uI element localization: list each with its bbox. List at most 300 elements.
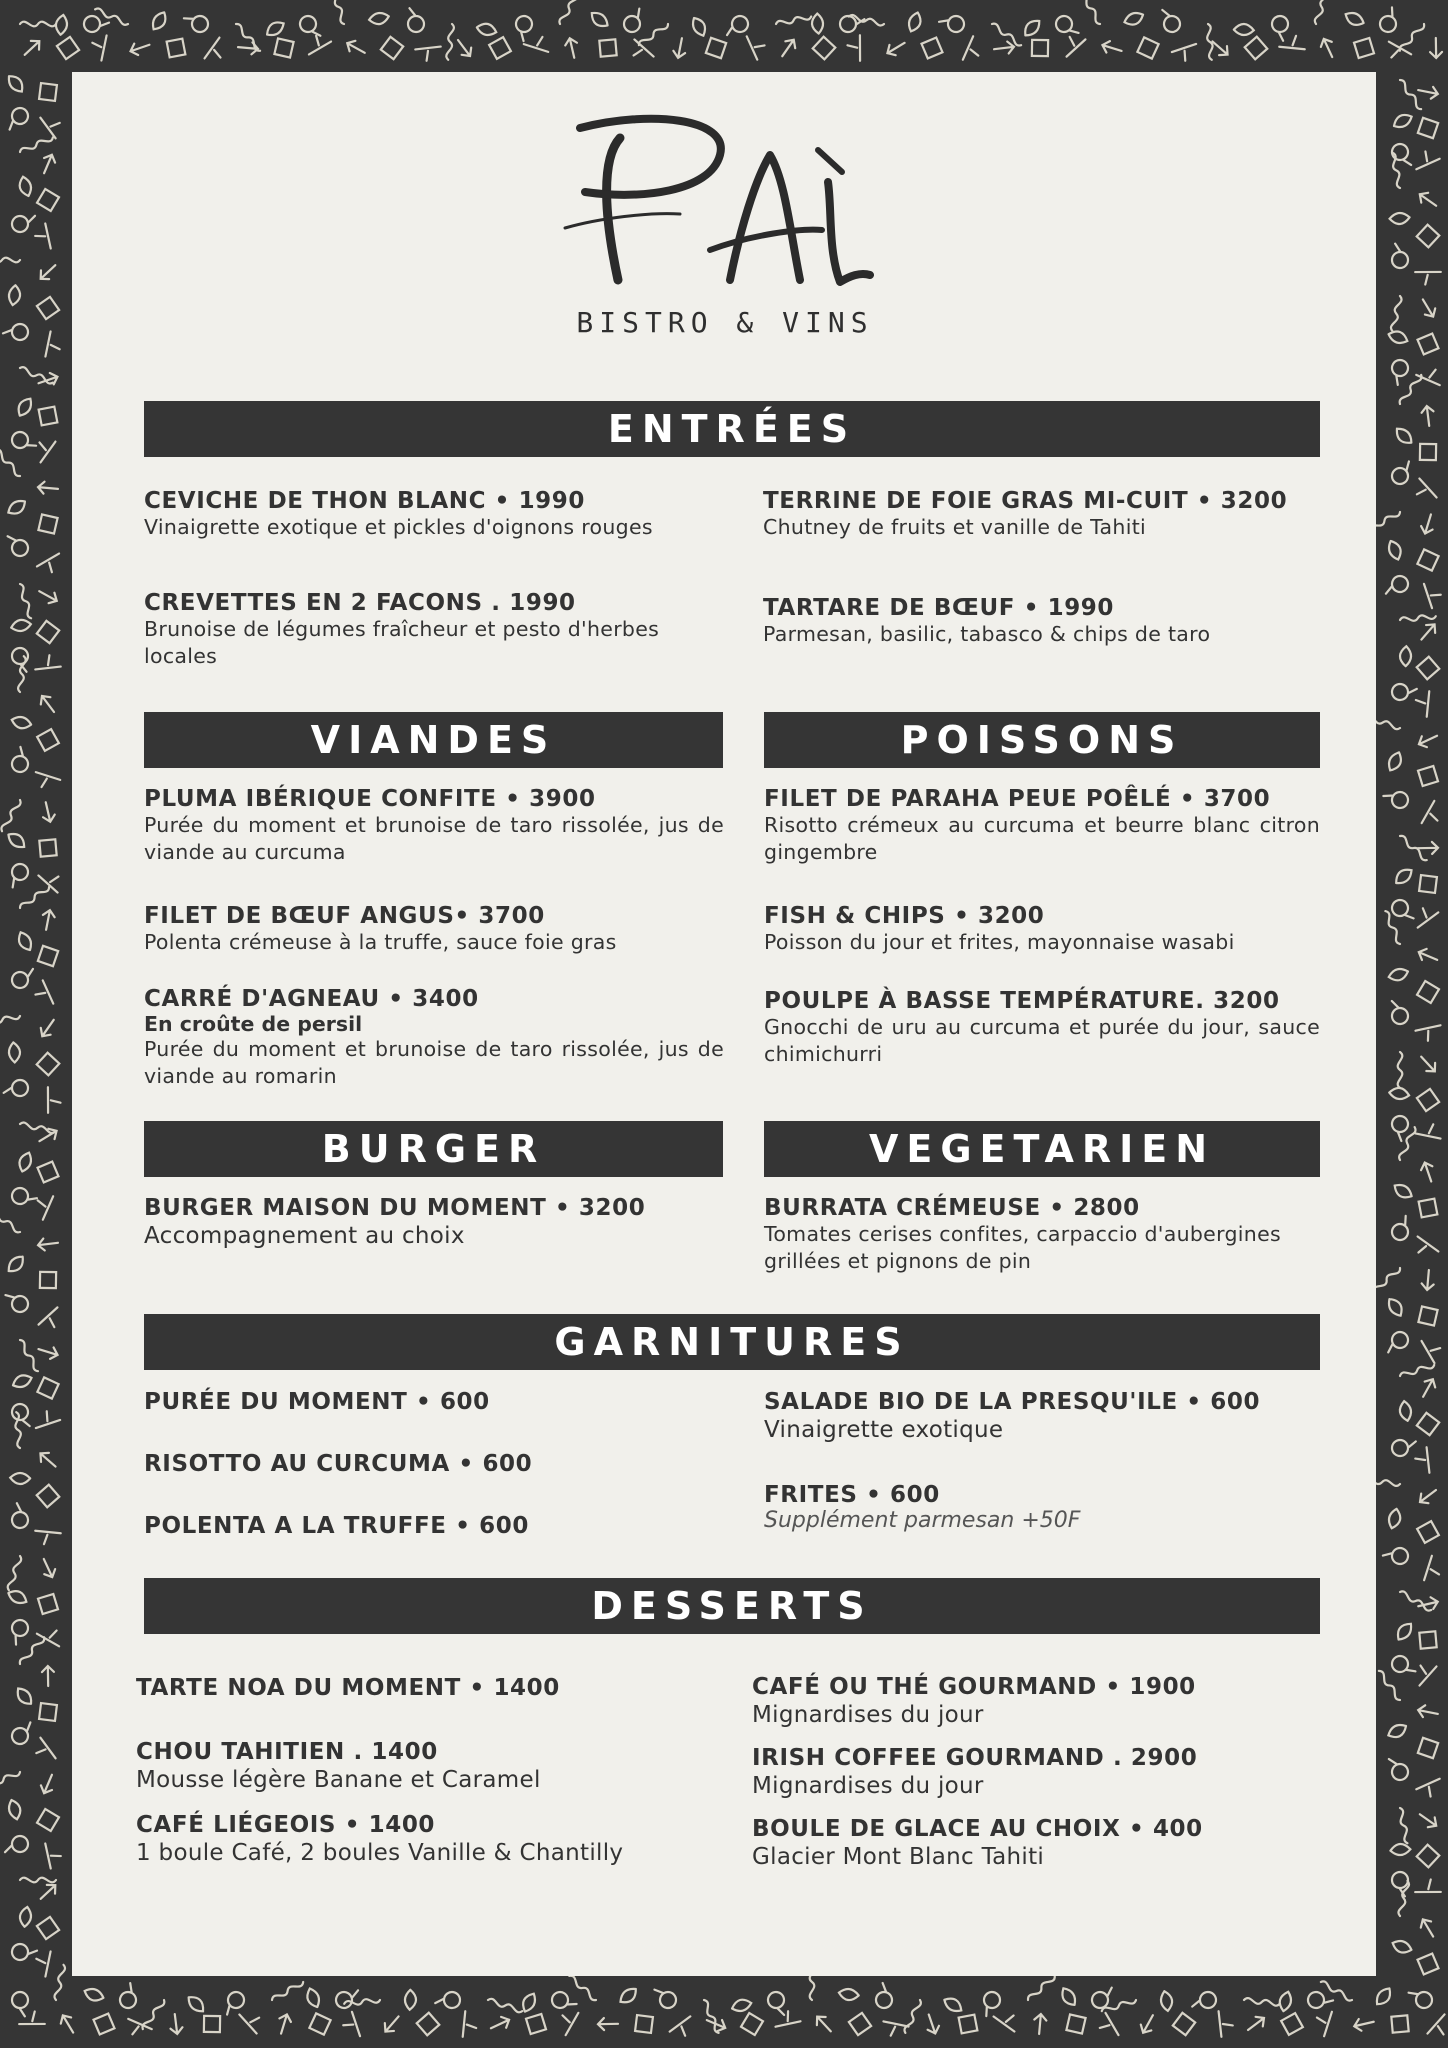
border-doodle: [1419, 875, 1437, 893]
border-doodle: [1421, 405, 1435, 426]
border-doodle: [1418, 1954, 1439, 1975]
border-doodle: [994, 2015, 1015, 2032]
border-doodle: [1389, 1653, 1417, 1681]
border-doodle: [903, 1999, 922, 2034]
border-doodle: [11, 214, 37, 233]
border-doodle: [1391, 2015, 1408, 2032]
border-doodle: [37, 297, 59, 319]
border-doodle: [653, 1982, 679, 2011]
border-doodle: [183, 8, 212, 36]
border-doodle: [1419, 1199, 1438, 1218]
menu-item-puree: [144, 1389, 724, 1415]
border-doodle: [1159, 1990, 1173, 2012]
item-name: POULPE À BASSE TEMPÉRATURE. 3200: [764, 988, 1280, 1014]
border-doodle: [1390, 152, 1402, 188]
border-doodle: [1419, 1161, 1437, 1184]
border-doodle: [549, 1989, 578, 2016]
border-doodle: [722, 14, 750, 37]
border-doodle: [1416, 691, 1440, 716]
pai-logo-image: [560, 100, 890, 300]
menu-item-cafe-liegeois: [136, 1812, 726, 1868]
item-name: PLUMA IBÉRIQUE CONFITE • 3900: [144, 786, 596, 812]
item-name: CARRÉ D'AGNEAU • 3400: [144, 986, 479, 1012]
border-doodle: [1417, 1845, 1440, 1868]
border-doodle: [0, 1209, 21, 1234]
border-doodle: [635, 2015, 653, 2033]
item-note: Supplément parmesan +50F: [764, 1508, 1081, 1533]
item-description: Risotto crémeux au curcuma et beurre blanc citron gingembre: [764, 813, 1320, 864]
border-doodle: [1418, 118, 1438, 138]
border-doodle: [487, 1998, 523, 2014]
border-doodle: [1372, 1266, 1402, 1294]
border-doodle: [381, 37, 403, 59]
border-doodle: [1033, 2014, 1047, 2035]
border-doodle: [1398, 22, 1426, 52]
border-doodle: [149, 10, 169, 33]
border-doodle: [453, 36, 475, 59]
item-name: FILET DE BŒUF ANGUS• 3700: [144, 903, 545, 929]
border-doodle: [10, 618, 32, 632]
border-doodle: [1417, 657, 1440, 680]
border-doodle: [275, 2013, 292, 2036]
border-doodle: [524, 37, 548, 59]
border-doodle: [1415, 1124, 1440, 1147]
border-doodle: [204, 2016, 220, 2032]
border-doodle: [37, 1016, 58, 1039]
border-doodle: [923, 2013, 941, 2036]
border-doodle: [1244, 2013, 1267, 2035]
border-doodle: [884, 38, 907, 59]
border-doodle: [1386, 1722, 1409, 1741]
border-doodle: [417, 2013, 440, 2036]
border-doodle: [405, 1990, 417, 2010]
border-doodle: [1416, 1809, 1439, 1830]
border-doodle: [1067, 37, 1086, 59]
border-doodle: [511, 14, 535, 42]
border-doodle: [1390, 296, 1402, 332]
border-doodle: [42, 1666, 54, 1686]
border-doodle: [17, 1151, 34, 1174]
item-description: Vinaigrette exotique et pickles d'oignons rouges: [144, 515, 653, 539]
border-doodle: [39, 152, 58, 175]
border-doodle: [1417, 1089, 1439, 1111]
border-doodle: [37, 189, 59, 211]
border-doodle: [20, 1122, 56, 1134]
border-doodle: [1419, 513, 1436, 536]
border-doodle: [993, 41, 1014, 55]
border-doodle: [37, 1449, 60, 1471]
border-doodle: [0, 258, 20, 263]
border-doodle: [0, 1770, 21, 1789]
border-doodle: [1416, 1485, 1439, 1507]
section-header-viandes: VIANDES: [144, 712, 723, 768]
border-doodle: [1391, 111, 1414, 130]
border-doodle: [1386, 539, 1404, 562]
border-doodle: [1419, 1666, 1436, 1687]
border-doodle: [309, 2013, 330, 2034]
border-doodle: [1391, 243, 1409, 268]
border-doodle: [203, 38, 220, 59]
border-doodle: [1343, 10, 1366, 29]
border-doodle: [20, 1878, 56, 1883]
border-doodle: [37, 692, 59, 715]
border-doodle: [568, 1974, 598, 2002]
border-doodle: [958, 36, 979, 59]
item-name: FISH & CHIPS • 3200: [764, 903, 1045, 929]
menu-item-paraha: [764, 786, 1320, 866]
border-doodle: [1400, 614, 1436, 622]
border-doodle: [1317, 2012, 1339, 2036]
border-doodle: [1416, 189, 1439, 210]
menu-item-polenta: [144, 1513, 724, 1539]
border-doodle: [1391, 1938, 1414, 1955]
border-doodle: [36, 1951, 59, 1976]
border-doodle: [1066, 2014, 1085, 2033]
border-doodle: [1160, 7, 1181, 34]
border-doodle: [37, 1485, 60, 1508]
border-doodle: [368, 11, 390, 25]
border-doodle: [83, 1986, 106, 2003]
border-doodle: [1137, 37, 1158, 58]
border-doodle: [3, 1835, 29, 1854]
border-doodle: [767, 1991, 786, 2017]
border-doodle: [185, 1993, 207, 2015]
border-doodle: [5, 1253, 27, 1275]
item-description: Glacier Mont Blanc Tahiti: [752, 1844, 1045, 1870]
border-doodle: [476, 22, 498, 38]
border-doodle: [1306, 1990, 1334, 2014]
item-description: Purée du moment et brunoise de taro rissolée, jus de viande au romarin: [144, 1037, 724, 1088]
section-header-entrees: ENTRÉES: [144, 401, 1320, 457]
border-doodle: [1398, 1052, 1403, 1088]
border-doodle: [1138, 2012, 1158, 2035]
border-doodle: [1419, 801, 1438, 823]
item-description: Brunoise de légumes fraîcheur et pesto d'herbes locales: [144, 617, 660, 668]
border-doodle: [19, 135, 54, 154]
border-doodle: [1353, 2016, 1375, 2032]
border-doodle: [1416, 1771, 1439, 1796]
border-doodle: [1032, 40, 1048, 56]
border-doodle: [18, 1339, 40, 1372]
menu-item-burger: [144, 1195, 724, 1251]
border-doodle: [1192, 1992, 1217, 2009]
border-doodle: [1415, 1447, 1440, 1472]
border-doodle: [40, 909, 56, 931]
border-doodle: [838, 1988, 859, 2002]
border-doodle: [11, 1991, 29, 2016]
item-description: Gnocchi de uru au curcuma et purée du jour, sauce chimichurri: [764, 1015, 1320, 1066]
border-doodle: [1123, 10, 1146, 28]
border-doodle: [21, 37, 44, 59]
border-doodle: [6, 497, 29, 517]
border-doodle: [117, 1982, 142, 2011]
border-doodle: [638, 22, 670, 47]
border-doodle: [7, 1798, 23, 1820]
item-description: Chutney de fruits et vanille de Tahiti: [763, 515, 1147, 539]
border-doodle: [39, 442, 56, 463]
border-doodle: [1373, 1985, 1394, 2008]
item-description: Purée du moment et brunoise de taro rissolée, jus de viande au curcuma: [144, 813, 724, 864]
border-doodle: [811, 13, 823, 34]
border-doodle: [1100, 2013, 1124, 2035]
border-doodle: [37, 1343, 60, 1360]
border-doodle: [1172, 35, 1196, 60]
menu-item-carre-agneau: [144, 986, 724, 1090]
border-doodle: [922, 38, 943, 59]
border-doodle: [1389, 1087, 1410, 1101]
border-doodle: [6, 530, 31, 559]
item-description: Accompagnement au choix: [144, 1223, 465, 1249]
border-doodle: [1415, 1015, 1440, 1041]
border-doodle: [37, 1809, 59, 1831]
item-description: Mousse légère Banane et Caramel: [136, 1767, 541, 1793]
border-doodle: [35, 223, 61, 248]
menu-item-irish-coffee: [752, 1745, 1322, 1801]
border-doodle: [1418, 334, 1439, 355]
border-doodle: [38, 514, 57, 533]
border-doodle: [1418, 296, 1439, 319]
border-doodle: [1391, 1871, 1409, 1896]
item-description: Vinaigrette exotique: [764, 1417, 1004, 1443]
border-doodle: [1080, 0, 1102, 25]
border-doodle: [976, 1989, 1004, 2018]
border-doodle: [1021, 17, 1043, 39]
border-doodle: [37, 1377, 58, 1398]
border-doodle: [1398, 1400, 1412, 1422]
menu-item-filet-boeuf: [144, 903, 724, 956]
border-doodle: [1418, 842, 1438, 854]
border-doodle: [1269, 15, 1289, 41]
border-doodle: [1416, 947, 1439, 966]
border-doodle: [331, 0, 347, 25]
border-doodle: [35, 1520, 60, 1544]
border-doodle: [1314, 0, 1330, 25]
border-doodle: [37, 729, 59, 751]
border-doodle: [309, 36, 331, 60]
section-header-garnitures: GARNITURES: [144, 1314, 1320, 1370]
border-doodle: [1386, 750, 1405, 773]
border-doodle: [617, 1985, 639, 2006]
border-doodle: [1207, 2011, 1232, 2036]
border-doodle: [218, 1989, 247, 2016]
border-doodle: [10, 1402, 31, 1429]
border-doodle: [1394, 1620, 1415, 1643]
border-doodle: [38, 1594, 58, 1614]
border-doodle: [36, 118, 59, 139]
border-doodle: [1101, 39, 1124, 56]
border-doodle: [9, 1185, 38, 1210]
border-doodle: [36, 1126, 59, 1147]
border-doodle: [344, 38, 367, 58]
border-doodle: [39, 1703, 57, 1721]
border-doodle: [588, 9, 611, 30]
border-doodle: [1244, 1998, 1280, 2006]
item-name: TARTARE DE BŒUF • 1990: [763, 595, 1115, 621]
border-doodle: [35, 1843, 61, 1868]
menu-item-crevettes: [144, 590, 724, 670]
border-doodle: [36, 765, 60, 787]
border-doodle: [2, 320, 29, 342]
restaurant-tagline: BISTRO & VINS: [576, 306, 874, 339]
item-description: Parmesan, basilic, tabasco & chips de taro: [763, 622, 1211, 646]
menu-item-frites: [764, 1482, 1320, 1533]
border-doodle: [11, 1372, 34, 1390]
border-doodle: [14, 1685, 35, 1707]
border-doodle: [0, 1014, 20, 1026]
border-doodle: [1393, 425, 1415, 447]
border-doodle: [1417, 479, 1439, 498]
border-doodle: [621, 7, 649, 35]
border-doodle: [92, 35, 115, 60]
border-doodle: [813, 37, 836, 60]
border-doodle: [670, 2012, 691, 2035]
menu-item-poulpe: [764, 988, 1320, 1068]
border-doodle: [39, 1772, 58, 1795]
border-doodle: [129, 39, 152, 57]
border-doodle: [706, 38, 726, 58]
border-doodle: [38, 1556, 57, 1579]
border-doodle: [813, 2013, 835, 2036]
border-doodle: [991, 22, 1023, 47]
border-doodle: [10, 1942, 37, 1964]
border-doodle: [128, 2014, 151, 2035]
border-doodle: [10, 1473, 30, 1485]
border-doodle: [1281, 2013, 1303, 2035]
border-doodle: [446, 24, 454, 60]
border-doodle: [15, 930, 34, 953]
border-doodle: [839, 15, 864, 33]
border-doodle: [452, 2011, 476, 2036]
border-doodle: [1318, 36, 1337, 59]
menu-item-chou-tahitien: [136, 1739, 726, 1795]
border-doodle: [1387, 967, 1409, 983]
border-doodle: [37, 1917, 59, 1939]
border-doodle: [237, 2015, 259, 2034]
border-doodle: [1173, 2013, 1195, 2035]
section-header-burger: BURGER: [144, 1121, 723, 1177]
border-doodle: [690, 15, 709, 38]
border-doodle: [35, 1087, 60, 1113]
item-name: CEVICHE DE THON BLANC • 1990: [144, 488, 585, 514]
border-doodle: [37, 548, 59, 572]
item-subtitle: En croûte de persil: [144, 1012, 363, 1036]
border-doodle: [1382, 1329, 1411, 1354]
border-doodle: [38, 1196, 59, 1219]
border-doodle: [20, 22, 56, 27]
border-doodle: [37, 1631, 59, 1650]
border-doodle: [1417, 549, 1438, 570]
border-doodle: [37, 621, 59, 643]
border-doodle: [1354, 38, 1374, 58]
border-doodle: [599, 39, 616, 56]
border-doodle: [1382, 1543, 1410, 1567]
border-doodle: [40, 801, 56, 823]
border-doodle: [1417, 1704, 1439, 1720]
border-doodle: [19, 1906, 33, 1927]
border-doodle: [1417, 1413, 1439, 1435]
border-doodle: [1398, 1880, 1410, 1916]
border-doodle: [5, 72, 26, 94]
border-doodle: [1416, 151, 1439, 176]
border-doodle: [776, 14, 812, 26]
border-doodle: [1389, 897, 1415, 926]
border-doodle: [94, 2014, 115, 2035]
item-name: IRISH COFFEE GOURMAND . 2900: [752, 1745, 1198, 1771]
border-doodle: [1419, 1631, 1436, 1648]
border-doodle: [381, 2013, 403, 2036]
border-doodle: [488, 2014, 511, 2033]
border-doodle: [19, 885, 51, 910]
border-doodle: [1420, 444, 1436, 460]
border-doodle: [274, 38, 293, 57]
border-doodle: [848, 14, 884, 26]
border-doodle: [1392, 1181, 1415, 1201]
border-doodle: [634, 39, 655, 56]
border-doodle: [37, 1053, 60, 1076]
border-doodle: [1389, 460, 1418, 487]
border-doodle: [1058, 1986, 1078, 2009]
menu-item-terrine: [763, 488, 1323, 541]
border-doodle: [11, 1503, 31, 1529]
border-doodle: [9, 429, 38, 457]
border-doodle: [343, 2012, 368, 2036]
border-doodle: [10, 715, 32, 731]
border-doodle: [1415, 1879, 1441, 1904]
border-doodle: [39, 407, 58, 426]
item-name: RISOTTO AU CURCUMA • 600: [144, 1451, 533, 1477]
border-doodle: [297, 13, 322, 42]
border-doodle: [1418, 1306, 1437, 1325]
item-description: Mignardises du jour: [752, 1702, 984, 1728]
item-name: FILET DE PARAHA PEUE POÊLÉ • 3700: [764, 786, 1271, 812]
border-doodle: [1418, 1235, 1439, 1252]
item-name: CAFÉ LIÉGEOIS • 1400: [136, 1812, 436, 1838]
border-doodle: [1387, 1754, 1410, 1782]
border-doodle: [36, 586, 59, 606]
border-doodle: [598, 2018, 618, 2030]
border-doodle: [1417, 1556, 1439, 1580]
item-name: TARTE NOA DU MOMENT • 1400: [136, 1675, 560, 1701]
border-doodle: [415, 35, 440, 60]
border-doodle: [8, 1042, 20, 1063]
border-doodle: [775, 2011, 800, 2037]
border-doodle: [15, 396, 35, 419]
border-doodle: [37, 1237, 58, 1251]
border-doodle: [1418, 766, 1438, 786]
border-doodle: [1053, 13, 1080, 42]
border-doodle: [1418, 1376, 1438, 1399]
border-doodle: [1417, 621, 1439, 644]
border-doodle: [19, 366, 54, 385]
border-doodle: [39, 839, 56, 856]
border-doodle: [0, 799, 22, 832]
item-name: TERRINE DE FOIE GRAS MI-CUIT • 3200: [763, 488, 1288, 514]
border-doodle: [3, 861, 31, 889]
border-doodle: [1415, 584, 1440, 608]
item-description: Poisson du jour et frites, mayonnaise wasabi: [764, 930, 1235, 954]
border-doodle: [1417, 1521, 1439, 1543]
border-doodle: [526, 2014, 546, 2034]
border-doodle: [39, 1305, 58, 1327]
border-doodle: [18, 583, 34, 619]
border-doodle: [489, 37, 511, 59]
border-doodle: [1234, 24, 1254, 36]
border-doodle: [1417, 84, 1439, 100]
menu-item-pluma: [144, 786, 724, 866]
section-header-desserts: DESSERTS: [144, 1578, 1320, 1634]
border-doodle: [37, 1881, 60, 1903]
item-description: Mignardises du jour: [752, 1773, 984, 1799]
